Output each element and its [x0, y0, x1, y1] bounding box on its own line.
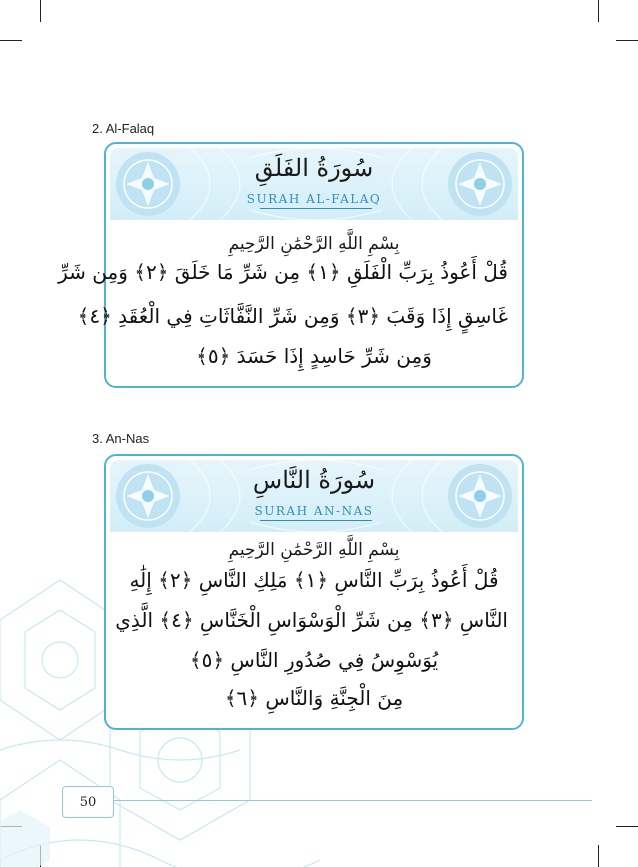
- section-title-falaq: 2. Al-Falaq: [92, 121, 155, 136]
- verse-line: مِنَ الْجِنَّةِ وَالنَّاسِ ﴿٦﴾: [224, 686, 404, 710]
- surah-header: [110, 148, 518, 220]
- verse-line: النَّاسِ ﴿٣﴾ مِن شَرِّ الْوَسْوَاسِ الْخَنَّاسِ ﴿٤﴾ الَّذِي: [115, 608, 508, 632]
- footer-rule: [112, 800, 592, 801]
- basmala: بِسْمِ اللَّهِ الرَّحْمَٰنِ الرَّحِيمِ: [228, 234, 400, 254]
- verse-line: يُوَسْوِسُ فِي صُدُورِ النَّاسِ ﴿٥﴾: [189, 648, 439, 672]
- verse-line: وَمِن شَرِّ حَاسِدٍ إِذَا حَسَدَ ﴿٥﴾: [196, 344, 432, 368]
- crop-mark: [598, 845, 599, 867]
- surah-name-underline: [260, 520, 372, 521]
- surah-panel-nas: [104, 454, 524, 730]
- verse-line: غَاسِقٍ إِذَا وَقَبَ ﴿٣﴾ وَمِن شَرِّ النَّفَّاثَاتِ فِي الْعُقَدِ ﴿٤﴾: [77, 304, 508, 328]
- surah-name-english: SURAH AL-FALAQ: [246, 192, 382, 206]
- surah-name-underline: [260, 208, 372, 209]
- surah-name-english: SURAH AN-NAS: [254, 504, 374, 518]
- surah-panel-falaq: [58, 142, 524, 388]
- surah-name-arabic: سُورَةُ الفَلَقِ: [254, 154, 374, 182]
- crop-mark: [598, 0, 599, 22]
- page-number: 50: [62, 786, 114, 818]
- verse-line: قُلْ أَعُوذُ بِرَبِّ الْفَلَقِ ﴿١﴾ مِن شَرِّ مَا خَلَقَ ﴿٢﴾ وَمِن شَرِّ: [58, 260, 508, 284]
- surah-name-arabic: سُورَةُ النَّاسِ: [252, 466, 376, 494]
- basmala: بِسْمِ اللَّهِ الرَّحْمَٰنِ الرَّحِيمِ: [228, 540, 400, 560]
- crop-mark: [616, 826, 638, 827]
- surah-header: [110, 460, 518, 532]
- crop-mark: [0, 40, 22, 41]
- crop-mark: [40, 0, 41, 22]
- verse-line: قُلْ أَعُوذُ بِرَبِّ النَّاسِ ﴿١﴾ مَلِكِ النَّاسِ ﴿٢﴾ إِلَٰهِ: [129, 568, 499, 592]
- crop-mark: [616, 40, 638, 41]
- section-title-nas: 3. An-Nas: [92, 431, 150, 446]
